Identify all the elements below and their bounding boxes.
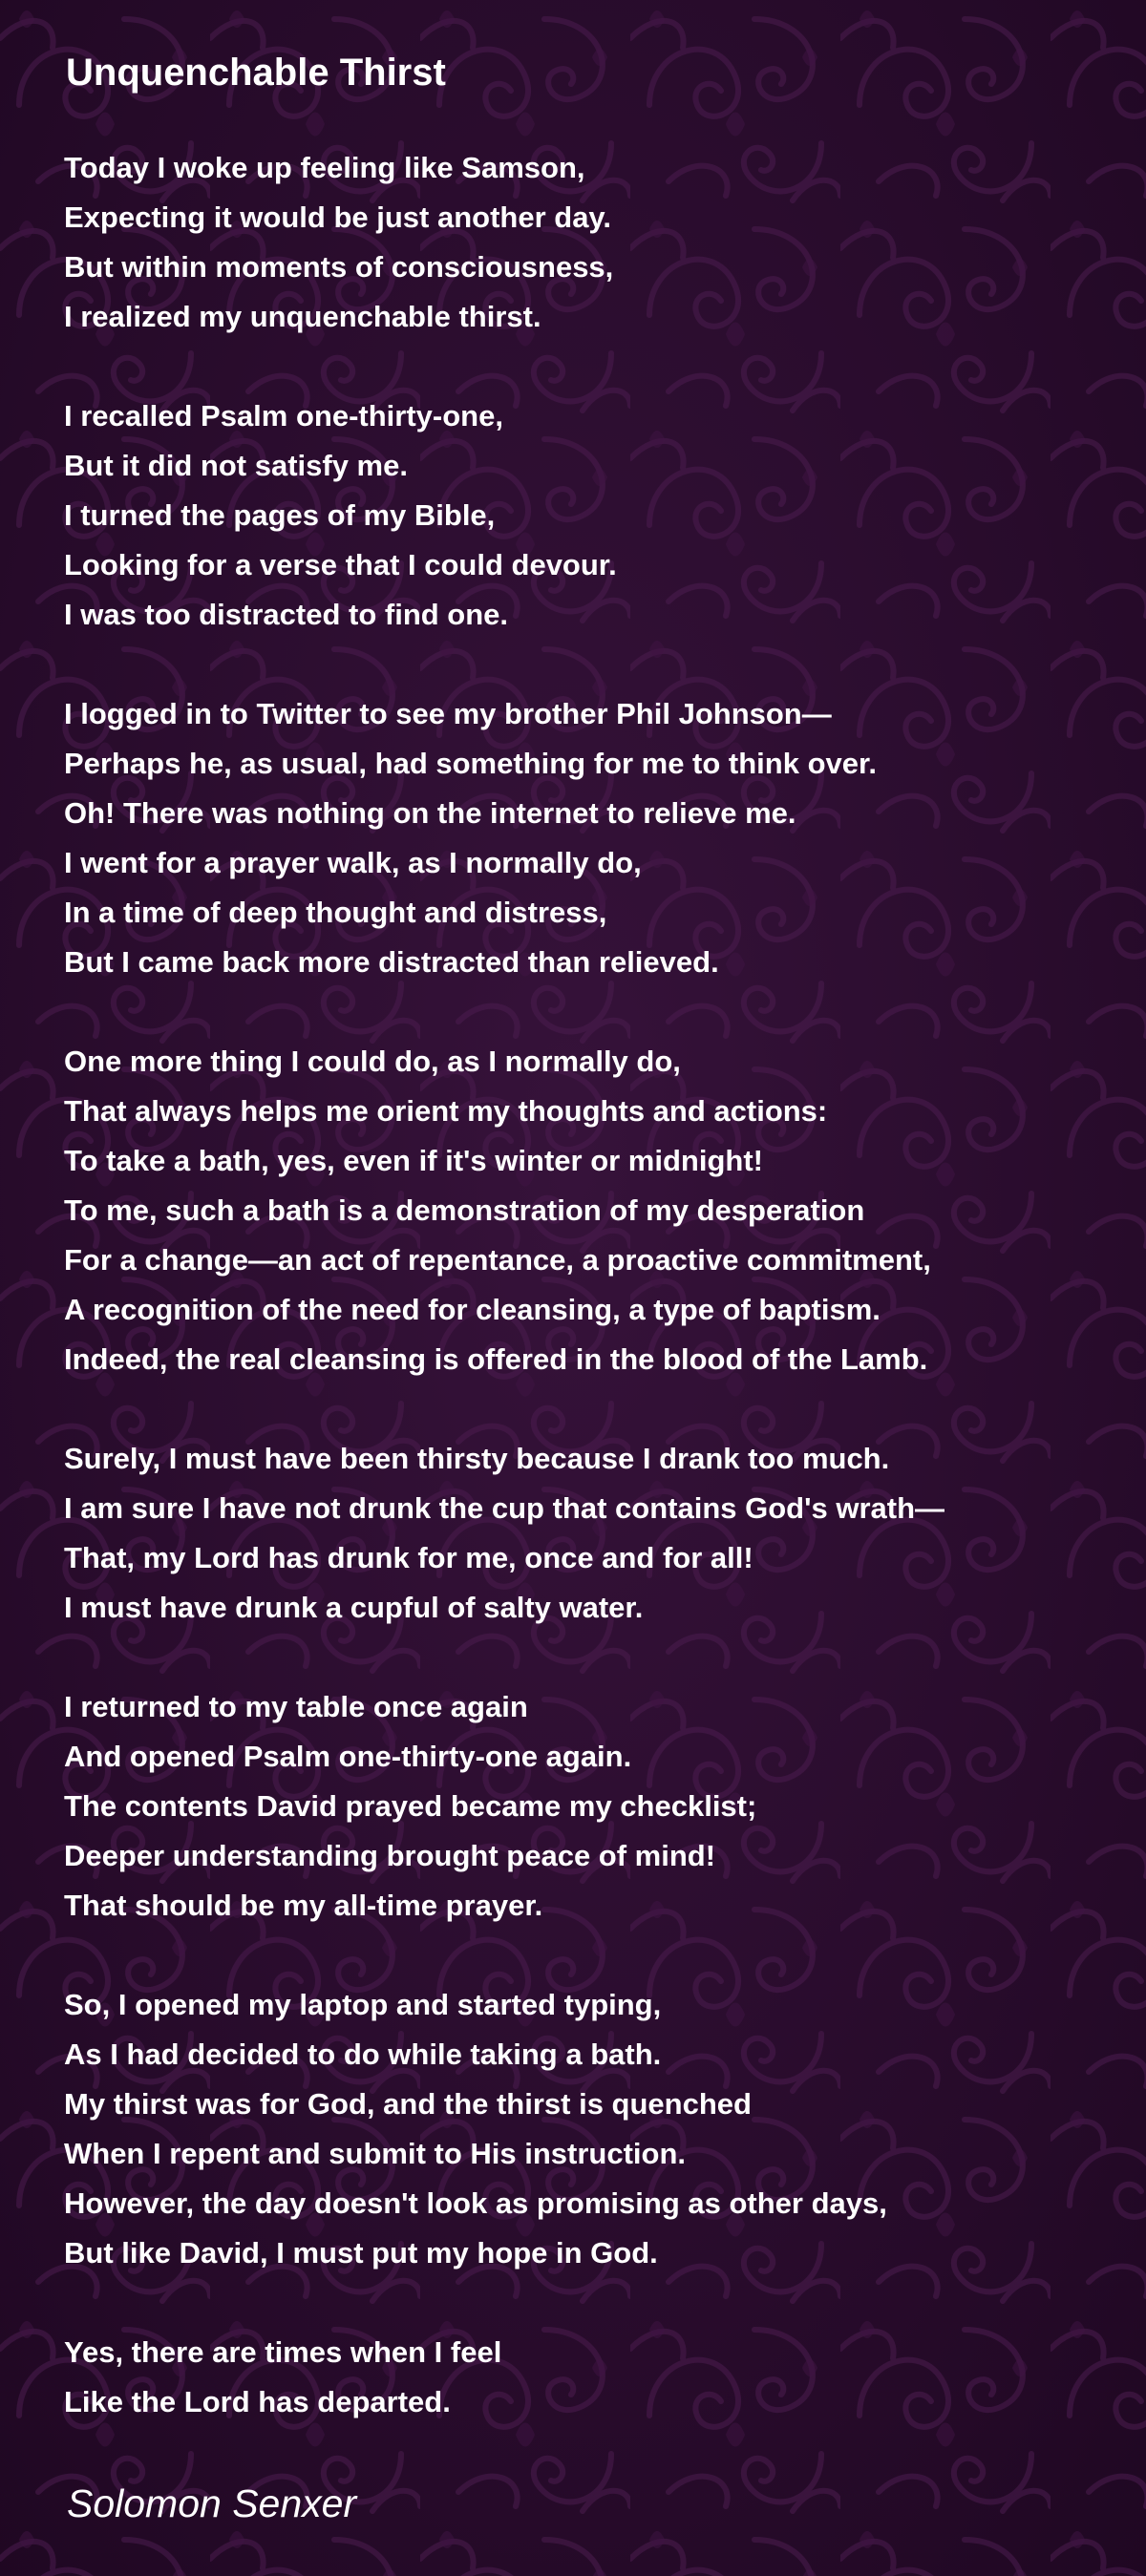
- poem-line: Surely, I must have been thirsty because I drank too much.: [64, 1442, 890, 1475]
- stanza-1: [64, 143, 1114, 342]
- stanza-5: [64, 1434, 1114, 1633]
- poem-line: As I had decided to do while taking a bath.: [64, 2038, 662, 2071]
- poem-line: One more thing I could do, as I normally do,: [64, 1045, 681, 1078]
- poem-line: So, I opened my laptop and started typing,: [64, 1988, 662, 2021]
- stanza-6: [64, 1682, 1114, 1931]
- poem-line: Expecting it would be just another day.: [64, 201, 611, 234]
- poem-line: And opened Psalm one-thirty-one again.: [64, 1740, 632, 1773]
- poem-line: Yes, there are times when I feel: [64, 2335, 502, 2369]
- poem-line: I turned the pages of my Bible,: [64, 498, 496, 532]
- poem-line: I returned to my table once again: [64, 1690, 528, 1723]
- poem-line: That should be my all-time prayer.: [64, 1889, 543, 1922]
- poem-line: I was too distracted to find one.: [64, 598, 509, 631]
- poem-line: But like David, I must put my hope in God.: [64, 2236, 658, 2270]
- stanza-4: [64, 1037, 1114, 1384]
- poem-line: Today I woke up feeling like Samson,: [64, 151, 585, 184]
- stanza-3: [64, 689, 1114, 987]
- poem-line: Oh! There was nothing on the internet to relieve me.: [64, 796, 796, 830]
- poem-line: However, the day doesn't look as promising as other days,: [64, 2186, 887, 2220]
- stanza-8: [64, 2328, 1114, 2427]
- poem-line: A recognition of the need for cleansing, a type of baptism.: [64, 1293, 881, 1326]
- poem-body: [64, 143, 1114, 2477]
- poem-line: Indeed, the real cleansing is offered in the blood of the Lamb.: [64, 1342, 928, 1376]
- poem-author: Solomon Senxer: [67, 2481, 357, 2525]
- poem-line: To take a bath, yes, even if it's winter or midnight!: [64, 1144, 763, 1177]
- poem-line: To me, such a bath is a demonstration of my desperation: [64, 1193, 865, 1227]
- poem-line: Deeper understanding brought peace of mind!: [64, 1839, 716, 1872]
- poem-line: For a change—an act of repentance, a proactive commitment,: [64, 1243, 931, 1277]
- poem-line: Looking for a verse that I could devour.: [64, 548, 617, 581]
- poem-line: I went for a prayer walk, as I normally do,: [64, 846, 642, 879]
- stanza-7: [64, 1980, 1114, 2278]
- poem-line: I must have drunk a cupful of salty water.: [64, 1591, 644, 1624]
- poem-line: When I repent and submit to His instruction.: [64, 2137, 687, 2170]
- poem-line: Like the Lord has departed.: [64, 2385, 451, 2418]
- poem-line: I recalled Psalm one-thirty-one,: [64, 399, 503, 433]
- poem-line: My thirst was for God, and the thirst is quenched: [64, 2087, 752, 2121]
- poem-line: That, my Lord has drunk for me, once and for all!: [64, 1541, 753, 1574]
- poem-title: Unquenchable Thirst: [66, 52, 446, 94]
- poem-line: But I came back more distracted than relieved.: [64, 945, 719, 979]
- poem-line: Perhaps he, as usual, had something for me to think over.: [64, 747, 877, 780]
- poem-line: That always helps me orient my thoughts and actions:: [64, 1094, 828, 1128]
- poem-line: I realized my unquenchable thirst.: [64, 300, 541, 333]
- poem-line: In a time of deep thought and distress,: [64, 896, 607, 929]
- poem-line: The contents David prayed became my checklist;: [64, 1789, 757, 1823]
- poem-line: I logged in to Twitter to see my brother Phil Johnson—: [64, 697, 832, 730]
- poem-line: I am sure I have not drunk the cup that contains God's wrath—: [64, 1491, 945, 1525]
- poem-line: But it did not satisfy me.: [64, 449, 408, 482]
- poem-line: But within moments of consciousness,: [64, 250, 614, 284]
- stanza-2: [64, 391, 1114, 640]
